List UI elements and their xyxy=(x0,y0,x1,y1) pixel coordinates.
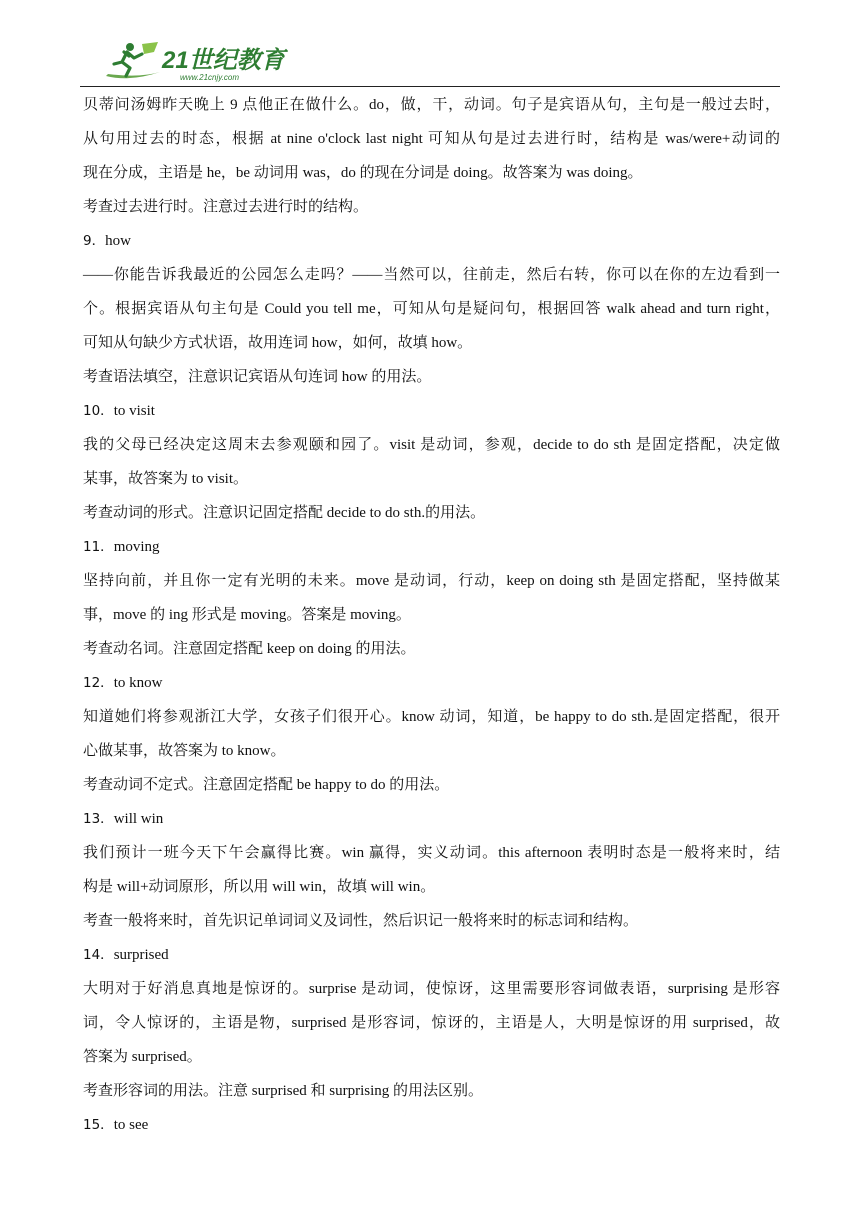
text-line xyxy=(83,768,780,802)
line-text: 考查语法填空，注意识记宾语从句连词 how 的用法。 xyxy=(83,369,432,385)
answer-text: surprised xyxy=(113,947,169,963)
line-text: 考查形容词的用法。注意 surprised 和 surprising 的用法区别。 xyxy=(83,1083,483,1099)
text-line xyxy=(83,462,780,496)
text-line xyxy=(83,870,780,904)
text-line xyxy=(83,88,780,122)
item-number-line xyxy=(83,394,780,428)
line-text: 事，move 的 ing 形式是 moving。答案是 moving。 xyxy=(83,607,411,623)
text-line xyxy=(83,1006,780,1040)
text-line xyxy=(83,632,780,666)
line-text: 词，令人惊讶的，主语是物，surprised 是形容词，惊讶的，主语是人，大明是惊讶的用 surprised，故 xyxy=(83,1015,780,1031)
line-text: 贝蒂问汤姆昨天晚上 9 点他正在做什么。do，做，干，动词。句子是宾语从句，主句是一般过去时， xyxy=(83,97,780,113)
item-number: 9． xyxy=(83,233,106,249)
line-text: 答案为 surprised。 xyxy=(83,1049,202,1065)
text-line xyxy=(83,428,780,462)
page-header xyxy=(80,38,780,88)
item-number-line xyxy=(83,802,780,836)
text-line xyxy=(83,360,780,394)
text-line xyxy=(83,292,780,326)
document-body xyxy=(83,88,780,1142)
text-line xyxy=(83,258,780,292)
line-text: 我的父母已经决定这周末去参观颐和园了。visit 是动词，参观，decide to do sth 是固定搭配，决定做 xyxy=(83,437,780,453)
text-line xyxy=(83,326,780,360)
line-text: 知道她们将参观浙江大学，女孩子们很开心。know 动词，知道，be happy to do sth.是固定搭配，很开 xyxy=(83,709,780,725)
logo-url: www.21cnjy.com xyxy=(180,73,239,82)
item-number-line xyxy=(83,530,780,564)
text-line xyxy=(83,496,780,530)
text-line xyxy=(83,1074,780,1108)
line-text: 个。根据宾语从句主句是 Could you tell me，可知从句是疑问句，根据回答 walk ahead and turn right， xyxy=(83,301,780,317)
line-text: 某事，故答案为 to visit。 xyxy=(83,471,249,487)
answer-text: how xyxy=(105,233,131,249)
line-text: 坚持向前，并且你一定有光明的未来。move 是动词，行动，keep on doing sth 是固定搭配，坚持做某 xyxy=(83,573,780,589)
line-text: 大明对于好消息真地是惊讶的。surprise 是动词，使惊讶，这里需要形容词做表语，surprising 是形容 xyxy=(83,981,780,997)
item-number: 15． xyxy=(83,1117,114,1133)
item-number-line xyxy=(83,1108,780,1142)
line-text: 考查过去进行时。注意过去进行时的结构。 xyxy=(83,199,369,215)
line-text: 考查动词不定式。注意固定搭配 be happy to do 的用法。 xyxy=(83,777,450,793)
text-line xyxy=(83,156,780,190)
text-line xyxy=(83,972,780,1006)
line-text: 从句用过去的时态，根据 at nine o'clock last night 可知从句是过去进行时，结构是 was/were+动词的 xyxy=(83,131,780,147)
header-rule xyxy=(80,86,780,87)
item-number-line xyxy=(83,938,780,972)
line-text: 考查动词的形式。注意识记固定搭配 decide to do sth.的用法。 xyxy=(83,505,486,521)
text-line xyxy=(83,190,780,224)
item-number: 13． xyxy=(83,811,114,827)
line-text: 可知从句缺少方式状语，故用连词 how，如何，故填 how。 xyxy=(83,335,473,351)
answer-text: to know xyxy=(113,675,163,691)
item-number-line xyxy=(83,666,780,700)
answer-text: to visit xyxy=(113,403,155,419)
line-text: 考查一般将来时，首先识记单词词义及词性，然后识记一般将来时的标志词和结构。 xyxy=(83,913,639,929)
answer-text: to see xyxy=(113,1117,149,1133)
site-logo xyxy=(100,38,290,84)
text-line xyxy=(83,734,780,768)
line-text: 现在分成，主语是 he，be 动词用 was，do 的现在分词是 doing。故答案为 was doing。 xyxy=(83,165,643,181)
line-text: ——你能告诉我最近的公园怎么走吗？——当然可以，往前走，然后右转，你可以在你的左边看到一 xyxy=(83,267,780,283)
text-line xyxy=(83,700,780,734)
line-text: 我们预计一班今天下午会赢得比赛。win 赢得，实义动词。this afternoon 表明时态是一般将来时，结 xyxy=(83,845,780,861)
answer-text: moving xyxy=(113,539,160,555)
text-line xyxy=(83,598,780,632)
item-number: 10． xyxy=(83,403,114,419)
item-number: 14． xyxy=(83,947,114,963)
text-line xyxy=(83,836,780,870)
answer-text: will win xyxy=(113,811,164,827)
text-line xyxy=(83,1040,780,1074)
text-line xyxy=(83,122,780,156)
line-text: 考查动名词。注意固定搭配 keep on doing 的用法。 xyxy=(83,641,416,657)
item-number: 11． xyxy=(83,539,114,555)
item-number: 12． xyxy=(83,675,114,691)
line-text: 构是 will+动词原形，所以用 will win，故填 will win。 xyxy=(83,879,436,895)
text-line xyxy=(83,904,780,938)
text-line xyxy=(83,564,780,598)
item-number-line xyxy=(83,224,780,258)
line-text: 心做某事，故答案为 to know。 xyxy=(83,743,286,759)
logo-wordmark: 21世纪教育 xyxy=(162,47,285,74)
